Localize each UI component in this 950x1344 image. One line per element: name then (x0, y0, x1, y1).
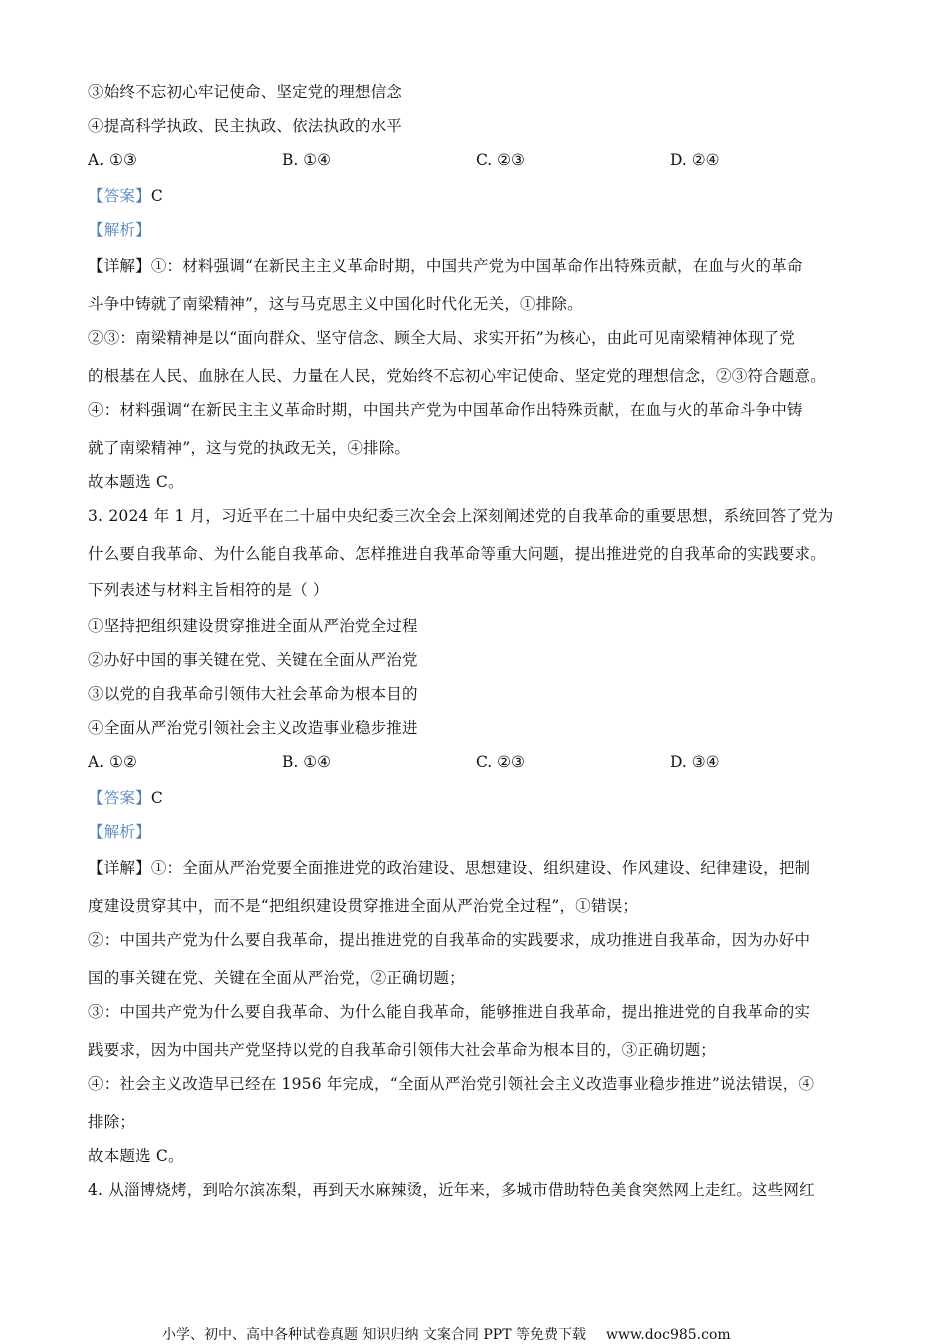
q3-item-2: ②办好中国的事关键在党、关键在全面从严治党 (88, 651, 418, 669)
q3-option-c: C. ②③ (476, 753, 525, 771)
q2-option-b: B. ①④ (282, 151, 332, 169)
q3-detail-line-8: 排除； (88, 1113, 136, 1131)
q2-detail-line-1 (88, 256, 803, 276)
q3-detail-line-3: ②：中国共产党为什么要自我革命，提出推进党的自我革命的实践要求，成功推进自我革命，因为办好中 (88, 931, 811, 949)
q2-option-d: D. ②④ (670, 151, 720, 169)
q2-conclusion: 故本题选 C。 (88, 473, 184, 491)
answer-value: C (150, 789, 163, 807)
q2-detail-line-4: 的根基在人民、血脉在人民、力量在人民，党始终不忘初心牢记使命、坚定党的理想信念，②③符合题意。 (88, 367, 826, 385)
q3-option-a: A. ①② (88, 753, 137, 771)
answer-value: C (150, 187, 163, 205)
q3-stem-line-3: 下列表述与材料主旨相符的是（ ） (88, 581, 329, 599)
q2-answer (88, 186, 163, 206)
q3-detail-line-5: ③：中国共产党为什么要自我革命、为什么能自我革命，能够推进自我革命，提出推进党的自我革命的实 (88, 1003, 811, 1021)
q3-item-3: ③以党的自我革命引领伟大社会革命为根本目的 (88, 685, 418, 703)
footer-site-link[interactable]: www.doc985.com (605, 1327, 731, 1343)
q2-detail-line-5: ④：材料强调“在新民主主义革命时期，中国共产党为中国革命作出特殊贡献，在血与火的革命斗争中铸 (88, 401, 803, 419)
q2-analysis-tag: 【解析】 (88, 221, 151, 239)
q2-detail-line-2: 斗争中铸就了南梁精神”，这与马克思主义中国化时代化无关，①排除。 (88, 295, 583, 313)
q2-item-4: ④提高科学执政、民主执政、依法执政的水平 (88, 117, 403, 135)
detail-text: ①：材料强调“在新民主主义革命时期，中国共产党为中国革命作出特殊贡献，在血与火的革命 (150, 257, 803, 275)
detail-tag: 【详解】 (88, 257, 151, 275)
q3-option-b: B. ①④ (282, 753, 332, 771)
q3-detail-line-2: 度建设贯穿其中，而不是“把组织建设贯穿推进全面从严治党全过程”，①错误； (88, 897, 639, 915)
q2-detail-line-3: ②③：南梁精神是以“面向群众、坚守信念、顾全大局、求实开拓”为核心，由此可见南梁精神体现了党 (88, 329, 796, 347)
answer-tag: 【答案】 (88, 789, 151, 807)
detail-tag: 【详解】 (88, 859, 151, 877)
q3-detail-line-1 (88, 858, 810, 878)
q3-stem-line-1: 3. 2024 年 1 月，习近平在二十届中央纪委三次全会上深刻阐述党的自我革命的重要思想，系统回答了党为 (88, 507, 834, 525)
q3-option-d: D. ③④ (670, 753, 720, 771)
q2-option-c: C. ②③ (476, 151, 525, 169)
detail-text: ①：全面从严治党要全面推进党的政治建设、思想建设、组织建设、作风建设、纪律建设，把制 (150, 859, 811, 877)
q3-detail-line-6: 践要求，因为中国共产党坚持以党的自我革命引领伟大社会革命为根本目的，③正确切题； (88, 1041, 717, 1059)
q3-analysis-tag: 【解析】 (88, 823, 151, 841)
q3-answer (88, 788, 163, 808)
q2-item-3: ③始终不忘初心牢记使命、坚定党的理想信念 (88, 83, 403, 101)
q3-detail-line-7: ④：社会主义改造早已经在 1956 年完成，“全面从严治党引领社会主义改造事业稳步推进”说法错误，④ (88, 1075, 815, 1093)
q3-conclusion: 故本题选 C。 (88, 1147, 184, 1165)
q2-detail-line-6: 就了南梁精神”，这与党的执政无关，④排除。 (88, 439, 411, 457)
q3-stem-line-2: 什么要自我革命、为什么能自我革命、怎样推进自我革命等重大问题，提出推进党的自我革命的实践要求。 (88, 545, 826, 563)
q2-option-a: A. ①③ (88, 151, 137, 169)
q4-stem-line-1: 4. 从淄博烧烤，到哈尔滨冻梨，再到天水麻辣烫，近年来，多城市借助特色美食突然网上走红。这些网红 (88, 1181, 815, 1199)
footer-text: 小学、初中、高中各种试卷真题 知识归纳 文案合同 PPT 等免费下载 (162, 1327, 586, 1343)
q3-detail-line-4: 国的事关键在党、关键在全面从严治党，②正确切题； (88, 969, 465, 987)
q3-item-4: ④全面从严治党引领社会主义改造事业稳步推进 (88, 719, 418, 737)
page-footer (162, 1324, 731, 1344)
answer-tag: 【答案】 (88, 187, 151, 205)
q3-item-1: ①坚持把组织建设贯穿推进全面从严治党全过程 (88, 617, 418, 635)
